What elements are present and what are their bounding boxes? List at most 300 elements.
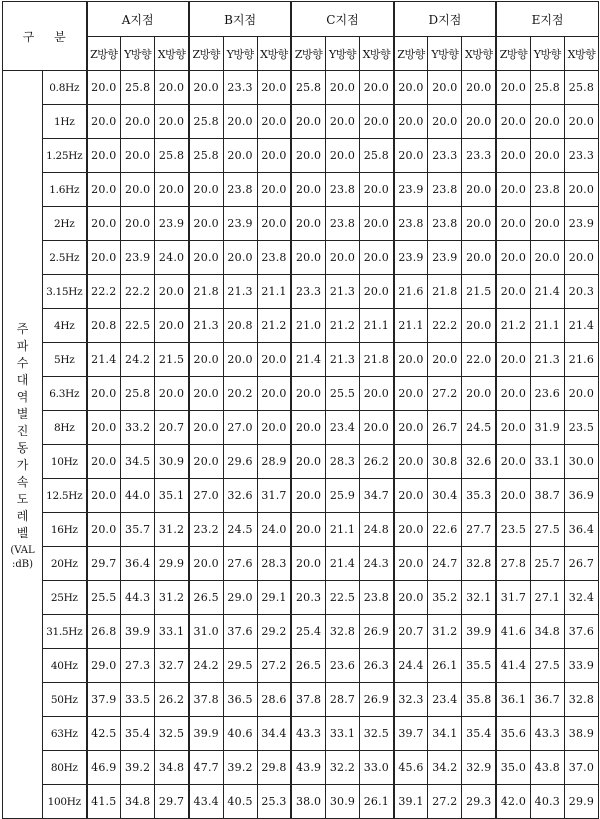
table-row (3, 785, 599, 819)
frequency-cell: 1Hz (43, 105, 87, 139)
value-cell: 20.0 (291, 445, 325, 479)
value-cell: 24.4 (394, 649, 428, 683)
value-cell: 26.2 (360, 445, 394, 479)
value-cell: 22.2 (87, 275, 121, 309)
value-cell: 39.7 (394, 717, 428, 751)
value-cell: 21.2 (257, 309, 291, 343)
value-cell: 21.8 (428, 275, 462, 309)
value-cell: 32.9 (462, 751, 496, 785)
value-cell: 26.5 (189, 581, 223, 615)
value-cell: 21.0 (291, 309, 325, 343)
value-cell: 26.3 (360, 649, 394, 683)
value-cell: 20.0 (189, 377, 223, 411)
value-cell: 21.2 (325, 309, 359, 343)
value-cell: 28.9 (257, 445, 291, 479)
value-cell: 32.8 (564, 683, 598, 717)
value-cell: 20.0 (87, 105, 121, 139)
value-cell: 20.0 (257, 377, 291, 411)
value-cell: 25.8 (189, 139, 223, 173)
value-cell: 20.0 (223, 241, 257, 275)
value-cell: 41.4 (496, 649, 530, 683)
value-cell: 46.9 (87, 751, 121, 785)
value-cell: 37.9 (87, 683, 121, 717)
frequency-cell: 25Hz (43, 581, 87, 615)
value-cell: 25.8 (121, 71, 155, 105)
value-cell: 21.4 (530, 275, 564, 309)
value-cell: 35.1 (155, 479, 189, 513)
value-cell: 29.2 (257, 615, 291, 649)
value-cell: 36.9 (564, 479, 598, 513)
value-cell: 27.6 (223, 547, 257, 581)
value-cell: 23.9 (564, 207, 598, 241)
side-label-unit: (VAL :dB) (10, 545, 35, 570)
value-cell: 23.9 (121, 241, 155, 275)
value-cell: 20.0 (155, 71, 189, 105)
value-cell: 42.5 (87, 717, 121, 751)
value-cell: 20.0 (462, 241, 496, 275)
value-cell: 20.0 (462, 173, 496, 207)
frequency-cell: 4Hz (43, 309, 87, 343)
value-cell: 20.0 (360, 173, 394, 207)
direction-header: Y방향 (428, 37, 462, 71)
value-cell: 32.8 (462, 547, 496, 581)
value-cell: 39.1 (394, 785, 428, 819)
value-cell: 29.7 (87, 547, 121, 581)
frequency-cell: 63Hz (43, 717, 87, 751)
value-cell: 39.9 (121, 615, 155, 649)
value-cell: 20.0 (462, 207, 496, 241)
value-cell: 33.1 (155, 615, 189, 649)
value-cell: 33.1 (530, 445, 564, 479)
value-cell: 20.0 (394, 105, 428, 139)
value-cell: 23.4 (428, 683, 462, 717)
direction-header: Y방향 (530, 37, 564, 71)
value-cell: 29.6 (223, 445, 257, 479)
value-cell: 20.0 (87, 513, 121, 547)
value-cell: 23.8 (223, 173, 257, 207)
value-cell: 23.9 (394, 241, 428, 275)
value-cell: 34.4 (257, 717, 291, 751)
value-cell: 31.2 (155, 581, 189, 615)
value-cell: 27.8 (496, 547, 530, 581)
value-cell: 20.0 (530, 105, 564, 139)
value-cell: 20.0 (121, 207, 155, 241)
value-cell: 35.7 (121, 513, 155, 547)
value-cell: 20.0 (87, 71, 121, 105)
value-cell: 32.7 (155, 649, 189, 683)
value-cell: 20.0 (189, 173, 223, 207)
value-cell: 20.0 (564, 377, 598, 411)
value-cell: 20.0 (257, 411, 291, 445)
value-cell: 20.0 (564, 173, 598, 207)
value-cell: 32.8 (325, 615, 359, 649)
value-cell: 40.5 (223, 785, 257, 819)
value-cell: 34.7 (360, 479, 394, 513)
value-cell: 20.0 (394, 139, 428, 173)
value-cell: 20.0 (394, 343, 428, 377)
value-cell: 32.5 (155, 717, 189, 751)
header-row-points (3, 2, 599, 37)
value-cell: 21.5 (155, 343, 189, 377)
value-cell: 20.0 (291, 241, 325, 275)
value-cell: 40.3 (530, 785, 564, 819)
value-cell: 25.8 (530, 71, 564, 105)
value-cell: 20.0 (223, 139, 257, 173)
side-label-char: 레 (16, 509, 29, 523)
frequency-cell: 5Hz (43, 343, 87, 377)
value-cell: 21.1 (257, 275, 291, 309)
value-cell: 20.0 (87, 377, 121, 411)
value-cell: 32.2 (325, 751, 359, 785)
value-cell: 21.3 (530, 343, 564, 377)
value-cell: 23.2 (189, 513, 223, 547)
value-cell: 35.4 (462, 717, 496, 751)
value-cell: 21.3 (325, 275, 359, 309)
value-cell: 23.3 (223, 71, 257, 105)
value-cell: 35.5 (462, 649, 496, 683)
value-cell: 22.2 (428, 309, 462, 343)
value-cell: 29.7 (155, 785, 189, 819)
value-cell: 20.0 (189, 207, 223, 241)
value-cell: 25.8 (121, 377, 155, 411)
value-cell: 20.0 (257, 207, 291, 241)
value-cell: 24.3 (360, 547, 394, 581)
value-cell: 20.0 (428, 105, 462, 139)
value-cell: 20.0 (462, 309, 496, 343)
value-cell: 20.0 (257, 105, 291, 139)
frequency-cell: 50Hz (43, 683, 87, 717)
value-cell: 20.0 (189, 411, 223, 445)
value-cell: 20.0 (496, 207, 530, 241)
value-cell: 33.9 (564, 649, 598, 683)
value-cell: 26.9 (360, 615, 394, 649)
value-cell: 28.3 (257, 547, 291, 581)
value-cell: 20.0 (564, 241, 598, 275)
value-cell: 32.4 (564, 581, 598, 615)
value-cell: 25.8 (291, 71, 325, 105)
value-cell: 20.0 (121, 105, 155, 139)
value-cell: 34.8 (121, 785, 155, 819)
frequency-cell: 100Hz (43, 785, 87, 819)
table-row (3, 343, 599, 377)
value-cell: 37.0 (564, 751, 598, 785)
value-cell: 20.0 (462, 71, 496, 105)
value-cell: 32.3 (394, 683, 428, 717)
value-cell: 45.6 (394, 751, 428, 785)
value-cell: 25.5 (325, 377, 359, 411)
value-cell: 20.7 (394, 615, 428, 649)
value-cell: 34.1 (428, 717, 462, 751)
value-cell: 20.0 (223, 343, 257, 377)
value-cell: 20.0 (291, 105, 325, 139)
value-cell: 37.6 (564, 615, 598, 649)
point-header-c: C지점 (291, 2, 393, 37)
value-cell: 20.0 (496, 173, 530, 207)
frequency-cell: 12.5Hz (43, 479, 87, 513)
table-row (3, 479, 599, 513)
value-cell: 20.0 (87, 173, 121, 207)
value-cell: 31.2 (428, 615, 462, 649)
value-cell: 20.3 (564, 275, 598, 309)
value-cell: 22.5 (121, 309, 155, 343)
value-cell: 20.8 (223, 309, 257, 343)
value-cell: 20.0 (291, 173, 325, 207)
side-label (3, 71, 43, 819)
value-cell: 21.6 (564, 343, 598, 377)
value-cell: 23.8 (257, 241, 291, 275)
side-label-char: 가 (16, 458, 29, 472)
direction-header: Y방향 (325, 37, 359, 71)
value-cell: 20.0 (291, 207, 325, 241)
value-cell: 39.9 (189, 717, 223, 751)
value-cell: 29.9 (155, 547, 189, 581)
value-cell: 21.6 (394, 275, 428, 309)
value-cell: 20.0 (360, 71, 394, 105)
value-cell: 36.1 (496, 683, 530, 717)
value-cell: 20.0 (496, 343, 530, 377)
value-cell: 33.1 (325, 717, 359, 751)
value-cell: 20.0 (394, 411, 428, 445)
table-row (3, 649, 599, 683)
value-cell: 29.5 (223, 649, 257, 683)
value-cell: 20.0 (394, 479, 428, 513)
value-cell: 21.1 (325, 513, 359, 547)
value-cell: 35.6 (496, 717, 530, 751)
value-cell: 20.0 (291, 513, 325, 547)
frequency-cell: 2.5Hz (43, 241, 87, 275)
side-label-char: 수 (16, 356, 29, 370)
value-cell: 21.8 (360, 343, 394, 377)
point-header-b: B지점 (189, 2, 291, 37)
value-cell: 25.8 (360, 139, 394, 173)
value-cell: 20.0 (87, 445, 121, 479)
frequency-cell: 8Hz (43, 411, 87, 445)
value-cell: 20.0 (155, 377, 189, 411)
value-cell: 20.0 (496, 377, 530, 411)
value-cell: 23.5 (496, 513, 530, 547)
value-cell: 32.6 (223, 479, 257, 513)
value-cell: 22.5 (325, 581, 359, 615)
value-cell: 29.0 (87, 649, 121, 683)
value-cell: 20.0 (87, 139, 121, 173)
value-cell: 27.3 (121, 649, 155, 683)
value-cell: 20.0 (564, 105, 598, 139)
value-cell: 20.0 (496, 411, 530, 445)
value-cell: 25.7 (530, 547, 564, 581)
value-cell: 31.7 (496, 581, 530, 615)
value-cell: 24.8 (360, 513, 394, 547)
value-cell: 20.0 (325, 139, 359, 173)
value-cell: 29.1 (257, 581, 291, 615)
value-cell: 31.2 (155, 513, 189, 547)
value-cell: 28.7 (325, 683, 359, 717)
value-cell: 47.7 (189, 751, 223, 785)
value-cell: 21.3 (223, 275, 257, 309)
value-cell: 30.9 (155, 445, 189, 479)
value-cell: 36.4 (564, 513, 598, 547)
value-cell: 24.7 (428, 547, 462, 581)
direction-header: Z방향 (189, 37, 223, 71)
value-cell: 21.5 (462, 275, 496, 309)
value-cell: 31.0 (189, 615, 223, 649)
value-cell: 20.0 (394, 445, 428, 479)
table-row (3, 71, 599, 105)
value-cell: 20.0 (291, 411, 325, 445)
value-cell: 20.0 (325, 241, 359, 275)
value-cell: 20.0 (155, 309, 189, 343)
value-cell: 25.4 (291, 615, 325, 649)
value-cell: 30.0 (564, 445, 598, 479)
value-cell: 20.0 (325, 71, 359, 105)
value-cell: 27.7 (462, 513, 496, 547)
value-cell: 43.8 (530, 751, 564, 785)
value-cell: 20.0 (223, 105, 257, 139)
value-cell: 20.0 (257, 343, 291, 377)
table-row (3, 547, 599, 581)
gubun-header: 구 분 (3, 2, 87, 71)
value-cell: 23.9 (223, 207, 257, 241)
frequency-cell: 1.25Hz (43, 139, 87, 173)
value-cell: 30.4 (428, 479, 462, 513)
table-row (3, 411, 599, 445)
value-cell: 43.3 (291, 717, 325, 751)
value-cell: 20.0 (189, 547, 223, 581)
table-row (3, 207, 599, 241)
value-cell: 39.9 (462, 615, 496, 649)
value-cell: 20.0 (428, 343, 462, 377)
value-cell: 20.0 (87, 411, 121, 445)
value-cell: 23.9 (394, 173, 428, 207)
value-cell: 20.0 (530, 241, 564, 275)
direction-header: Z방향 (496, 37, 530, 71)
value-cell: 39.2 (121, 751, 155, 785)
value-cell: 24.0 (155, 241, 189, 275)
value-cell: 28.6 (257, 683, 291, 717)
value-cell: 20.0 (189, 71, 223, 105)
value-cell: 26.9 (360, 683, 394, 717)
value-cell: 30.8 (428, 445, 462, 479)
value-cell: 44.0 (121, 479, 155, 513)
table-row (3, 513, 599, 547)
value-cell: 20.0 (394, 377, 428, 411)
value-cell: 23.3 (428, 139, 462, 173)
direction-header: Y방향 (223, 37, 257, 71)
value-cell: 21.3 (325, 343, 359, 377)
side-label-char: 주 (16, 322, 29, 336)
value-cell: 26.7 (564, 547, 598, 581)
value-cell: 26.1 (428, 649, 462, 683)
value-cell: 29.9 (564, 785, 598, 819)
value-cell: 20.0 (428, 71, 462, 105)
value-cell: 23.6 (325, 649, 359, 683)
direction-header: X방향 (462, 37, 496, 71)
value-cell: 25.9 (325, 479, 359, 513)
value-cell: 20.0 (360, 411, 394, 445)
value-cell: 23.9 (155, 207, 189, 241)
value-cell: 22.6 (428, 513, 462, 547)
value-cell: 27.1 (530, 581, 564, 615)
frequency-cell: 40Hz (43, 649, 87, 683)
value-cell: 34.8 (530, 615, 564, 649)
direction-header: X방향 (257, 37, 291, 71)
side-label-char: 속 (16, 475, 29, 489)
value-cell: 21.2 (496, 309, 530, 343)
value-cell: 24.0 (257, 513, 291, 547)
value-cell: 23.8 (530, 173, 564, 207)
value-cell: 21.1 (394, 309, 428, 343)
value-cell: 20.0 (121, 139, 155, 173)
value-cell: 20.0 (257, 173, 291, 207)
point-header-d: D지점 (394, 2, 496, 37)
value-cell: 23.8 (428, 207, 462, 241)
value-cell: 23.8 (428, 173, 462, 207)
frequency-cell: 31.5Hz (43, 615, 87, 649)
value-cell: 32.1 (462, 581, 496, 615)
value-cell: 20.8 (87, 309, 121, 343)
value-cell: 20.0 (360, 105, 394, 139)
value-cell: 20.0 (462, 105, 496, 139)
value-cell: 20.0 (189, 241, 223, 275)
frequency-cell: 3.15Hz (43, 275, 87, 309)
value-cell: 27.2 (257, 649, 291, 683)
value-cell: 32.5 (360, 717, 394, 751)
value-cell: 27.2 (428, 377, 462, 411)
value-cell: 20.0 (257, 139, 291, 173)
table-row (3, 445, 599, 479)
value-cell: 41.5 (87, 785, 121, 819)
value-cell: 22.0 (462, 343, 496, 377)
value-cell: 26.5 (291, 649, 325, 683)
frequency-cell: 16Hz (43, 513, 87, 547)
value-cell: 34.5 (121, 445, 155, 479)
direction-header: Z방향 (87, 37, 121, 71)
value-cell: 20.0 (394, 71, 428, 105)
value-cell: 27.0 (189, 479, 223, 513)
value-cell: 38.9 (564, 717, 598, 751)
value-cell: 20.0 (530, 139, 564, 173)
point-header-e: E지점 (496, 2, 598, 37)
value-cell: 20.0 (291, 377, 325, 411)
value-cell: 23.3 (462, 139, 496, 173)
value-cell: 20.0 (291, 139, 325, 173)
frequency-cell: 10Hz (43, 445, 87, 479)
table-row (3, 377, 599, 411)
value-cell: 23.8 (360, 581, 394, 615)
value-cell: 20.0 (496, 105, 530, 139)
value-cell: 34.2 (428, 751, 462, 785)
value-cell: 20.0 (496, 445, 530, 479)
value-cell: 26.1 (360, 785, 394, 819)
value-cell: 22.2 (121, 275, 155, 309)
value-cell: 43.4 (189, 785, 223, 819)
frequency-cell: 1.6Hz (43, 173, 87, 207)
value-cell: 24.5 (223, 513, 257, 547)
value-cell: 23.5 (564, 411, 598, 445)
table-row (3, 173, 599, 207)
value-cell: 31.7 (257, 479, 291, 513)
value-cell: 21.4 (325, 547, 359, 581)
direction-header: Z방향 (394, 37, 428, 71)
table-row (3, 309, 599, 343)
value-cell: 31.9 (530, 411, 564, 445)
value-cell: 35.4 (121, 717, 155, 751)
value-cell: 20.7 (155, 411, 189, 445)
value-cell: 29.0 (223, 581, 257, 615)
value-cell: 33.5 (121, 683, 155, 717)
vibration-level-table (2, 1, 599, 819)
value-cell: 26.7 (428, 411, 462, 445)
value-cell: 20.0 (530, 207, 564, 241)
